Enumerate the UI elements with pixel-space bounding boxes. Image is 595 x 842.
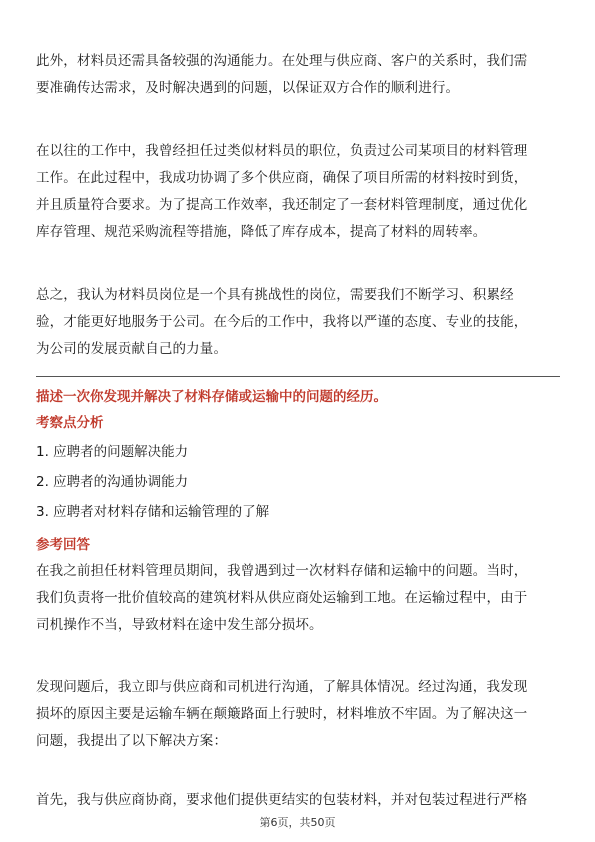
answer-paragraph-2 (36, 674, 562, 755)
text-line: 为公司的发展贡献自己的力量。 (36, 341, 228, 357)
page-number: 第6页，共50页 (259, 816, 336, 829)
question-title: 描述一次你发现并解决了材料存储或运输中的问题的经历。 (36, 389, 387, 405)
text-line: 库存管理、规范采购流程等措施，降低了库存成本，提高了材料的周转率。 (36, 224, 487, 240)
intro-paragraph-2 (36, 138, 562, 246)
text-line: 发现问题后，我立即与供应商和司机进行沟通，了解具体情况。经过沟通，我发现 (36, 679, 528, 695)
answer-paragraph-3 (36, 787, 562, 814)
text-line: 我们负责将一批价值较高的建筑材料从供应商处运输到工地。在运输过程中，由于 (36, 590, 528, 606)
text-line: 首先，我与供应商协商，要求他们提供更结实的包装材料，并对包装过程进行严格 (36, 792, 528, 808)
analysis-item: 1. 应聘者的问题解决能力 (36, 444, 189, 460)
text-line: 司机操作不当，导致材料在途中发生部分损坏。 (36, 617, 323, 633)
text-line: 问题，我提出了以下解决方案： (36, 733, 228, 749)
section-divider (36, 376, 560, 377)
text-line: 总之，我认为材料员岗位是一个具有挑战性的岗位，需要我们不断学习、积累经 (36, 287, 514, 303)
answer-heading: 参考回答 (36, 537, 90, 553)
intro-paragraph-3 (36, 282, 562, 363)
text-line: 并且质量符合要求。为了提高工作效率，我还制定了一套材料管理制度，通过优化 (36, 197, 528, 213)
analysis-item: 2. 应聘者的沟通协调能力 (36, 474, 189, 490)
text-line: 验，才能更好地服务于公司。在今后的工作中，我将以严谨的态度、专业的技能， (36, 314, 528, 330)
answer-paragraph-1 (36, 558, 562, 639)
analysis-heading: 考察点分析 (36, 415, 104, 431)
text-line: 在以往的工作中，我曾经担任过类似材料员的职位，负责过公司某项目的材料管理 (36, 143, 528, 159)
analysis-item: 3. 应聘者对材料存储和运输管理的了解 (36, 504, 270, 520)
text-line: 损坏的原因主要是运输车辆在颠簸路面上行驶时，材料堆放不牢固。为了解决这一 (36, 706, 528, 722)
text-line: 要准确传达需求，及时解决遇到的问题，以保证双方合作的顺利进行。 (36, 80, 460, 96)
text-line: 此外，材料员还需具备较强的沟通能力。在处理与供应商、客户的关系时，我们需 (36, 53, 528, 69)
text-line: 工作。在此过程中，我成功协调了多个供应商，确保了项目所需的材料按时到货， (36, 170, 528, 186)
intro-paragraph-1 (36, 48, 562, 102)
text-line: 在我之前担任材料管理员期间，我曾遇到过一次材料存储和运输中的问题。当时， (36, 563, 528, 579)
